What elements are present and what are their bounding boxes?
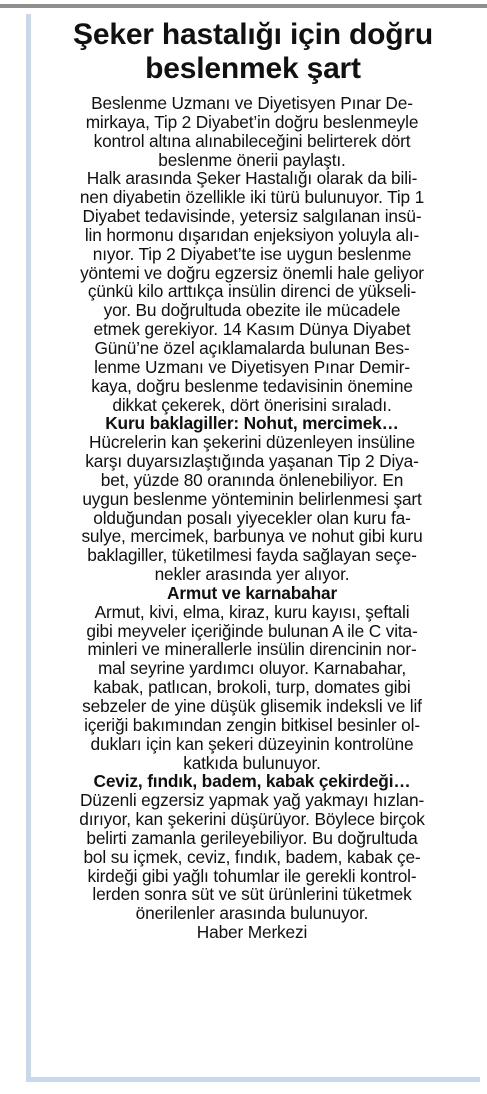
body-line: mal seyrine yardımcı oluyor. Karnabahar,	[97, 658, 407, 679]
body-line: Armut, kivi, elma, kiraz, kuru kayısı, şeftali	[94, 601, 410, 622]
body-line: kaya, doğru beslenme tedavisinin önemine	[91, 375, 413, 396]
byline: Haber Merkezi	[196, 922, 308, 943]
article-headline	[33, 18, 473, 86]
subheading-legumes: Kuru baklagiller: Nohut, mercimek…	[105, 413, 399, 434]
body-line: karşı duyarsızlaştığında yaşanan Tip 2 Diya-	[85, 451, 419, 472]
body-line: mirkaya, Tip 2 Diyabet’in doğru beslenmeyle	[85, 111, 419, 132]
body-line: Halk arasında Şeker Hastalığı olarak da bili-	[86, 168, 418, 189]
body-line: nekler arasında yer alıyor.	[154, 564, 350, 585]
headline-line-2: beslenmek şart	[145, 52, 361, 85]
body-line: kontrol altına alınabileceğini belirterek dört	[93, 130, 411, 151]
body-line: yöntemi ve doğru egzersiz önemli hale geliyor	[80, 262, 424, 283]
top-rule	[0, 4, 487, 8]
body-line: nen diyabetin özellikle iki türü bulunuyor. Tip 1	[79, 187, 425, 208]
body-line: baklagiller, tüketilmesi fayda sağlayan seçe-	[87, 545, 417, 566]
body-line: minleri ve minerallerle insülin direncinin nor-	[87, 639, 417, 660]
body-line: etmek gerekiyor. 14 Kasım Dünya Diyabet	[93, 319, 411, 340]
body-line: yor. Bu doğrultuda obezite ile mücadele	[103, 300, 401, 321]
body-line: kabak, patlıcan, brokoli, turp, domates gibi	[93, 677, 411, 698]
body-line: bet, yüzde 80 oranında önlenebiliyor. En	[100, 469, 404, 490]
headline-line-1: Şeker hastalığı için doğru	[73, 18, 433, 51]
body-line: önerilenler arasında bulunuyor.	[135, 903, 369, 924]
body-line: lenme Uzmanı ve Diyetisyen Pınar Demir-	[94, 356, 410, 377]
body-line: sebzeler de yine düşük glisemik indeksli ve lif	[82, 696, 422, 716]
body-line: gibi meyveler içeriğinde bulunan A ile C vita-	[86, 620, 418, 641]
body-line: lerden sonra süt ve süt ürünlerini tüketmek	[92, 884, 412, 905]
body-line: Düzenli egzersiz yapmak yağ yakmayı hızlan-	[79, 790, 425, 811]
body-line: dukları için kan şekeri düzeyinin kontrolüne	[90, 733, 414, 754]
body-line: dikkat çekerek, dört önerisini sıraladı.	[112, 394, 392, 415]
body-line: içeriği bakımından zengin bitkisel besinler ol-	[84, 714, 420, 735]
subheading-nuts-seeds: Ceviz, fındık, badem, kabak çekirdeği…	[93, 771, 411, 792]
body-line: lin hormonu dışarıdan enjeksiyon yoluyla alı-	[84, 224, 420, 245]
body-line: belirti zamanla gerileyebiliyor. Bu doğrultuda	[86, 827, 418, 848]
body-line: Diyabet tedavisinde, yetersiz salgılanan insü-	[82, 206, 422, 227]
body-line: beslenme önerii paylaştı.	[158, 149, 346, 170]
body-line: kirdeği gibi yağlı tohumlar ile gerekli kontrol-	[87, 865, 417, 886]
body-line: Beslenme Uzmanı ve Diyetisyen Pınar De-	[91, 93, 413, 113]
body-line: olduğundan posalı yiyecekler olan kuru fa-	[93, 507, 411, 528]
body-line: katkıda bulunuyor.	[183, 752, 321, 773]
body-line: bol su içmek, ceviz, fındık, badem, kabak çe-	[83, 846, 421, 867]
body-line: uygun beslenme yönteminin belirlenmesi şart	[82, 488, 422, 509]
body-line: Hücrelerin kan şekerini düzenleyen insüline	[89, 432, 415, 453]
body-line: dırıyor, kan şekerini düşürüyor. Böylece birçok	[79, 809, 425, 830]
body-line: çünkü kilo arttıkça insülin direnci de yükseli-	[87, 281, 417, 302]
body-line: Günü’ne özel açıklamalarda bulunan Bes-	[94, 337, 410, 358]
body-line: nıyor. Tip 2 Diyabet’te ise uygun beslenme	[92, 243, 412, 264]
body-line: sulye, mercimek, barbunya ve nohut gibi kuru	[81, 526, 423, 547]
subheading-pear-cauliflower: Armut ve karnabahar	[166, 582, 338, 603]
article-body	[31, 94, 473, 942]
